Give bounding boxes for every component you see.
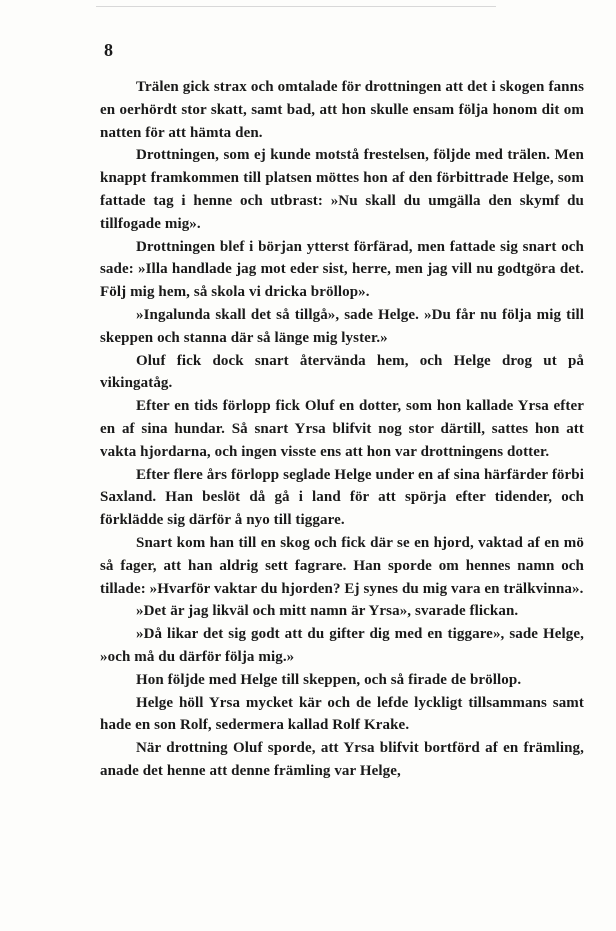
paragraph: Helge höll Yrsa mycket kär och de lefde lyckligt tillsammans samt hade en son Rolf, sedermera kallad Rolf Krake. [100, 694, 584, 734]
paragraph: Efter en tids förlopp fick Oluf en dotter, som hon kallade Yrsa efter en af sina hundar. Så snart Yrsa blifvit nog stor därtill, sattes hon att vakta hjordarna, och ingen visste ens att hon var drottningens dotter. [100, 398, 584, 460]
top-rule [96, 6, 496, 7]
body-text [100, 76, 584, 783]
paragraph: Efter flere års förlopp seglade Helge under en af sina härfärder förbi Saxland. Han beslöt då gå i land för att spörja efter tidender, och förklädde sig därför å nyo till tiggare. [100, 466, 584, 529]
paragraph: Trälen gick strax och omtalade för drottningen att det i skogen fanns en oerhördt stor skatt, samt bad, att hon skulle ensam följa honom dit om natten för att hämta den. [100, 79, 584, 141]
paragraph: Drottningen blef i början ytterst förfärad, men fattade sig snart och sade: »Illa handlade jag mot eder sist, herre, men jag vill nu godtgöra det. Följ mig hem, så skola vi dricka bröllop». [100, 238, 584, 301]
paragraph: »Då likar det sig godt att du gifter dig med en tiggare», sade Helge, »och må du därför följa mig.» [100, 626, 584, 665]
paragraph: Hon följde med Helge till skeppen, och så firade de bröllop. [136, 671, 522, 688]
paragraph: Oluf fick dock snart återvända hem, och Helge drog ut på vikingatåg. [100, 352, 584, 392]
paragraph: När drottning Oluf sporde, att Yrsa blifvit bortförd af en främling, anade det henne att denne främling var Helge, [100, 740, 584, 779]
page-number: 8 [104, 40, 113, 60]
paragraph: »Det är jag likväl och mitt namn är Yrsa», svarade flickan. [136, 603, 519, 620]
paragraph: Snart kom han till en skog och fick där se en hjord, vaktad af en mö så fager, att han aldrig sett fagrare. Han sporde om hennes namn och tillade: »Hvarför vaktar du hjorden? Ej synes du mig vara en trälkvinna». [100, 534, 584, 597]
paragraph: Drottningen, som ej kunde motstå frestelsen, följde med trälen. Men knappt framkommen till platsen möttes hon af den förbittrade Helge, som fattade tag i henne och utbrast: »Nu skall du umgälla den skymf du tillfogade mig». [100, 147, 584, 232]
paragraph: »Ingalunda skall det så tillgå», sade Helge. »Du får nu följa mig till skeppen och stanna där så länge mig lyster.» [100, 306, 584, 346]
